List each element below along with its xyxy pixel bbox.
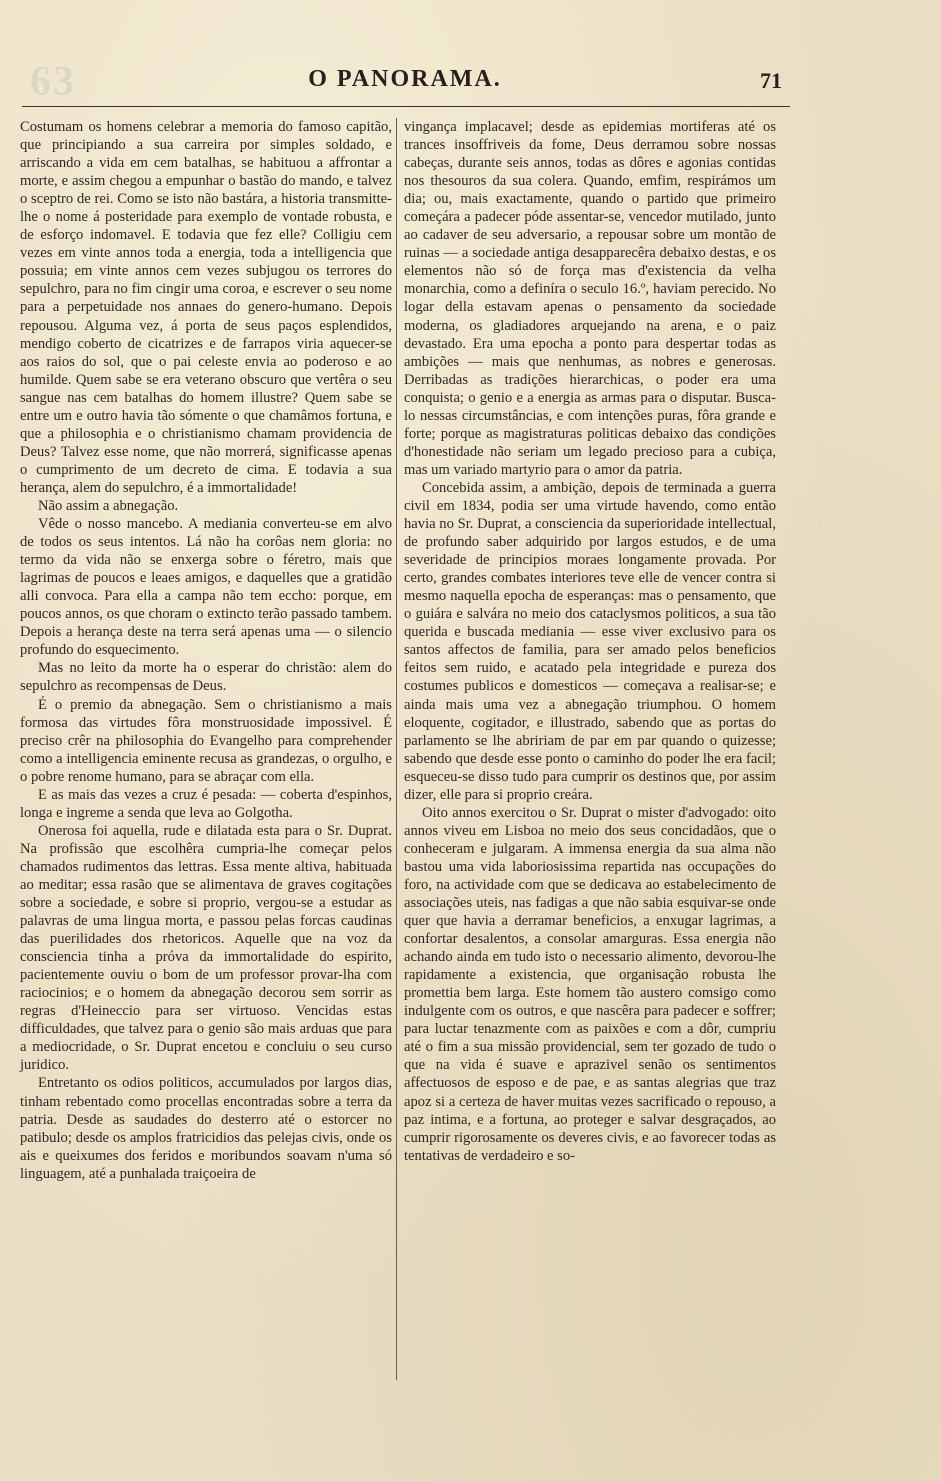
column-divider — [396, 118, 397, 1380]
page-number: 71 — [760, 68, 782, 93]
journal-title: O PANORAMA. — [308, 66, 502, 92]
paragraph: vingança implacavel; desde as epidemias mortiferas até os trances insoffriveis da fome, Deus derramou sobre nossas cabeças, durante seis annos, todas as dôres e agonias contidas nos thesouros da sua colera. Quando, emfim, respirámos um dia; ou, mais exactamente, quando o partido que primeiro começára a padecer póde assentar-se, vencedor mutilado, junto ao cadaver de seu adversario, a repousar sobre um montão de ruinas — a sociedade antiga desapparecêra debaixo destas, e os elementos não só de força mas d'existencia da velha monarchia, como a definíra o seculo 16.º, haviam perecido. No logar della estavam apenas o pensamento da sociedade moderna, os gladiadores arquejando na arena, e o paiz devastado. Era uma epocha a ponto para despertar todas as ambições — mais que nenhumas, as nobres e generosas. Derribadas as tradições hierarchicas, o poder era uma conquista; o genio e a energia as armas para o disputar. Busca-lo nessas circumstâncias, e com intenções puras, fôra grande e forte; porque as magistraturas politicas debaixo das condições d'honestidade não seriam um legado precioso para a cubiça, mas um variado martyrio para o amor da patria. — [404, 119, 776, 478]
paragraph: Onerosa foi aquella, rude e dilatada esta para o Sr. Duprat. Na profissão que escolhêra cumpria-lhe começar pelos chamados rudimentos das lettras. Essa mente altiva, habituada ao meditar; essa rasão que se alimentava de graves cogitações sobre a sociedade, e sobre si proprio, vergou-se a estudar as palavras de uma lingua morta, e passou pelas forcas caudinas das puerilidades dos rhetoricos. Aquelle que na voz da consciencia tinha a próva da immortalidade do espirito, pacientemente ouviu o bom de um professor provar-lha com raciocinios; e o homem da abnegação decorou sem sorrir as regras d'Heineccio para ser virtuoso. Vencidas estas difficuldades, que talvez para o genio são mais arduas que para a mediocridade, o Sr. Duprat encetou e concluiu o seu curso juridico. — [20, 822, 392, 1074]
paragraph: Entretanto os odios politicos, accumulados por largos dias, tinham rebentado como procellas encontradas sobre a terra da patria. Desde as saudades do desterro até o estorcer no patibulo; desde os amplos fratricidios das pelejas civis, onde os ais e queixumes dos feridos e moribundos soavam n'uma só linguagem, até a punhalada traiçoeira de — [20, 1075, 392, 1182]
paragraph: Mas no leito da morte ha o esperar do christão: alem do sepulchro as recompensas de Deus. — [20, 660, 392, 695]
paragraph: Vêde o nosso mancebo. A mediania converteu-se em alvo de todos os seus intentos. Lá não ha corôas nem gloria: no termo da vida não se enxerga sobre o féretro, mais que lagrimas de poucos e leaes amigos, e daquelles que a gratidão alli convoca. Para ella a campa não tem eccho: porque, em poucos annos, os que choram o extincto terão passado tambem. Depois a herança deste na terra será apenas uma — o silencio profundo do esquecimento. — [20, 516, 392, 659]
left-column — [20, 118, 392, 1183]
paragraph: Concebida assim, a ambição, depois de terminada a guerra civil em 1834, podia ser uma virtude havendo, como então havia no Sr. Duprat, a consciencia da superioridade intellectual, de profundo saber adquirido por largos estudos, e de uma severidade de principios moraes longamente provada. Por certo, grandes combates interiores teve elle de vencer contra si mesmo naquella epocha de esperanças: mas o pensamento, que o guiára e salvára no meio dos cataclysmos politicos, a sua tão querida e buscada mediania — esse viver exclusivo para os santos affectos de familia, para ser amado pelos beneficios feitos sem ruido, e acatado pela integridade e pureza dos costumes publicos e domesticos — começava a realisar-se; e ainda mais uma vez a abnegação triumphou. O homem eloquente, cogitador, e illustrado, sabendo que as portas do parlamento se lhe abririam de par em par quando o quizesse; sabendo que desde esse ponto o caminho do poder lhe era facil; esqueceu-se disso tudo para cumprir os destinos que, por assim dizer, elle para si proprio creára. — [404, 479, 776, 803]
right-column — [404, 118, 776, 1165]
paragraph: Costumam os homens celebrar a memoria do famoso capitão, que principiando a sua carreira por simples soldado, e arriscando a vida em cem batalhas, se habituou a affrontar a morte, e assim chegou a empunhar o bastão do mando, e talvez o sceptro de rei. Como se isto não bastára, a historia transmitte-lhe o nome á posteridade para exemplo de vontade robusta, e de esforço indomavel. E todavia que fez elle? Colligiu cem vezes em vinte annos toda a energia, toda a intelligencia que possuia; em vinte annos cem vezes subjugou os terrores do sepulchro, para no fim cingir uma coroa, e escrever o seu nome para a perpetuidade nos annaes do genero-humano. Depois repousou. Alguma vez, á porta de seus paços esplendidos, mendigo coberto de cicatrizes e de farrapos viria aquecer-se aos raios do sol, que o pai celeste envia ao poderoso e ao humilde. Quem sabe se era veterano obscuro que vertêra o seu sangue nas cem batalhas do homem illustre? Quem sabe se entre um e outro havia tão sómente o que chamâmos fortuna, e que a philosophia e o christianismo chamam providencia de Deus? Talvez esse nome, que não morrerá, significasse apenas o cumprimento de um decreto de cima. E todavia a sua herança, alem do sepulchro, é a immortalidade! — [20, 119, 392, 496]
header-rule — [22, 106, 790, 107]
page-header — [20, 66, 790, 102]
paragraph: É o premio da abnegação. Sem o christianismo a mais formosa das virtudes fôra monstruosidade impossivel. É preciso crêr na philosophia do Evangelho para comprehender como a intelligencia eminente recusa as grandezas, o orgulho, e o pobre renome humano, para se abraçar com ella. — [20, 696, 392, 785]
bleed-through-page-number: 63 — [30, 59, 76, 105]
paragraph: E as mais das vezes a cruz é pesada: — coberta d'espinhos, longa e ingreme a senda que leva ao Golgotha. — [20, 786, 392, 821]
paragraph: Oito annos exercitou o Sr. Duprat o mister d'advogado: oito annos viveu em Lisboa no meio dos seus concidadãos, que o conheceram e julgaram. A immensa energia da sua alma não bastou uma vida laboriosissima repartida nas occupações do foro, na actividade com que se dedicava ao estabelecimento de associações uteis, nas fadigas a que não sabia esquivar-se onde quer que havia a derramar beneficios, a enxugar lagrimas, a confortar desalentos, a consolar amarguras. Essa energia não achando ainda em tudo isto o necessario alimento, devorou-lhe rapidamente a existencia, que organisação robusta lhe promettia bem larga. Este homem tão austero comsigo como indulgente com os outros, e que nascêra para padecer e soffrer; para luctar tenazmente com as paixões e com a dôr, cumpriu até o fim a sua missão providencial, sem ter gozado de tudo o que na vida é suave e aprazivel senão os sentimentos affectuosos de esposo e de pae, e as santas alegrias que traz apoz si a certeza de haver muitas vezes sacrificado o repouso, a paz intima, e a fortuna, ao proteger e salvar desgraçados, ao cumprir rigorosamente os deveres civis, e ao favorecer todas as tentativas de verdadeiro e so- — [404, 804, 776, 1164]
paragraph: Não assim a abnegação. — [38, 497, 179, 514]
